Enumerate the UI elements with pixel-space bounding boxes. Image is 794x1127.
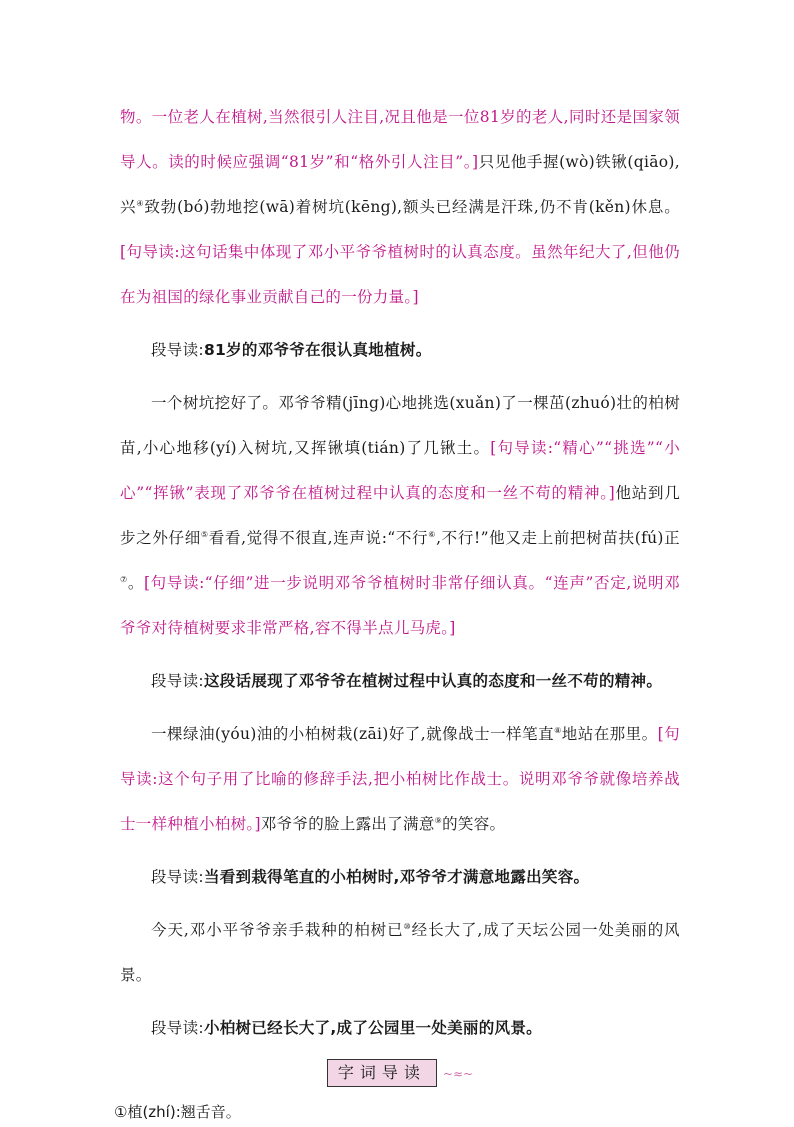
paragraph-2 — [120, 381, 680, 651]
paragraph-1 — [120, 95, 680, 320]
segment-guide-2 — [120, 659, 680, 704]
text-run: 只见他手握(wò)铁锹(qiāo),兴 — [120, 153, 680, 216]
text-run: 经长大了,成了天坛公园一处美丽的风景。 — [120, 921, 680, 984]
segment-guide-4 — [120, 1006, 680, 1051]
text-run: 看看,觉得不很直,连声说:“不行 — [208, 529, 429, 547]
segment-guide-label: 段导读: — [151, 868, 204, 886]
sentence-guide: [句导读:“精心”“挑选”“小心”“挥锹”表现了邓爷爷在植树过程中认真的态度和一丝不苟的精神。] — [120, 439, 681, 502]
paragraph-3 — [120, 712, 680, 847]
sentence-guide: [句导读:这句话集中体现了邓小平爷爷植树时的认真态度。虽然年纪大了,但他仍在为祖国的绿化事业贡献自己的一份力量。] — [120, 243, 680, 306]
sentence-guide: [句导读:“仔细”进一步说明邓爷爷植树时非常仔细认真。“连声”否定,说明邓爷爷对待植树要求非常严格,容不得半点儿马虎。] — [120, 574, 680, 637]
text-run: ,不行!”他又走上前把树苗扶(fú)正 — [436, 529, 680, 547]
segment-guide-label: 段导读: — [151, 341, 204, 359]
sentence-guide: [句导读:这个句子用了比喻的修辞手法,把小柏树比作战士。说明邓爷爷就像培养战士一样种植小柏树。] — [120, 725, 680, 833]
paragraph-4 — [120, 908, 680, 998]
text-run: 致勃(bó)勃地挖(wā)着树坑(kēng),额头已经满是汗珠,仍不肯(kěn)休息。 — [144, 198, 680, 216]
section-heading — [120, 1059, 680, 1087]
segment-guide-text: 这段话展现了邓爷爷在植树过程中认真的态度和一丝不苟的精神。 — [203, 672, 663, 690]
wave-ornament-icon: ~≈~ — [442, 1066, 474, 1081]
text-run: 的笑容。 — [442, 815, 506, 833]
segment-guide-text: 小柏树已经长大了,成了公园里一处美丽的风景。 — [203, 1019, 542, 1037]
content — [114, 95, 681, 1127]
sentence-guide-tail: 物。一位老人在植树,当然很引人注目,况且他是一位81岁的老人,同时还是国家领导人。读的时候应强调“81岁”和“格外引人注目”。] — [120, 108, 680, 171]
text-run: 地站在那里。 — [561, 725, 658, 743]
footnote-marker: ⑧ — [554, 725, 562, 735]
segment-guide-label: 段导读: — [151, 672, 204, 690]
footnote-marker: ⑨ — [434, 815, 443, 825]
text-run: 他站到几步之外仔细 — [120, 484, 680, 547]
section-heading-title: 字词导读 — [327, 1059, 437, 1087]
text-run: 。 — [127, 574, 144, 592]
footnote-marker: ⑦ — [120, 574, 128, 584]
vocab-note: ①植(zhí):翘舌音。 — [114, 1103, 241, 1121]
footnote-marker: ④ — [136, 198, 145, 208]
segment-guide-label: 段导读: — [151, 1019, 204, 1037]
text-run: 一棵绿油(yóu)油的小柏树栽(zāi)好了,就像战士一样笔直 — [151, 725, 555, 743]
text-run: 一个树坑挖好了。邓爷爷精(jīng)心地挑选(xuǎn)了一棵茁(zhuó)壮的柏树苗,小心地移(yí)入树坑,又挥锹填(tián)了几锹土。 — [120, 394, 680, 457]
text-run: 今天,邓小平爷爷亲手栽种的柏树已 — [151, 921, 404, 939]
footnote-marker: ⑤ — [200, 529, 209, 539]
footnote-marker: ⑩ — [403, 921, 412, 931]
segment-guide-text: 81岁的邓爷爷在很认真地植树。 — [203, 341, 432, 359]
text-run: 邓爷爷的脸上露出了满意 — [260, 815, 435, 833]
segment-guide-text: 当看到栽得笔直的小柏树时,邓爷爷才满意地露出笑容。 — [203, 868, 590, 886]
footnote-marker: ⑥ — [428, 529, 437, 539]
segment-guide-1 — [120, 328, 680, 373]
segment-guide-3 — [120, 855, 680, 900]
